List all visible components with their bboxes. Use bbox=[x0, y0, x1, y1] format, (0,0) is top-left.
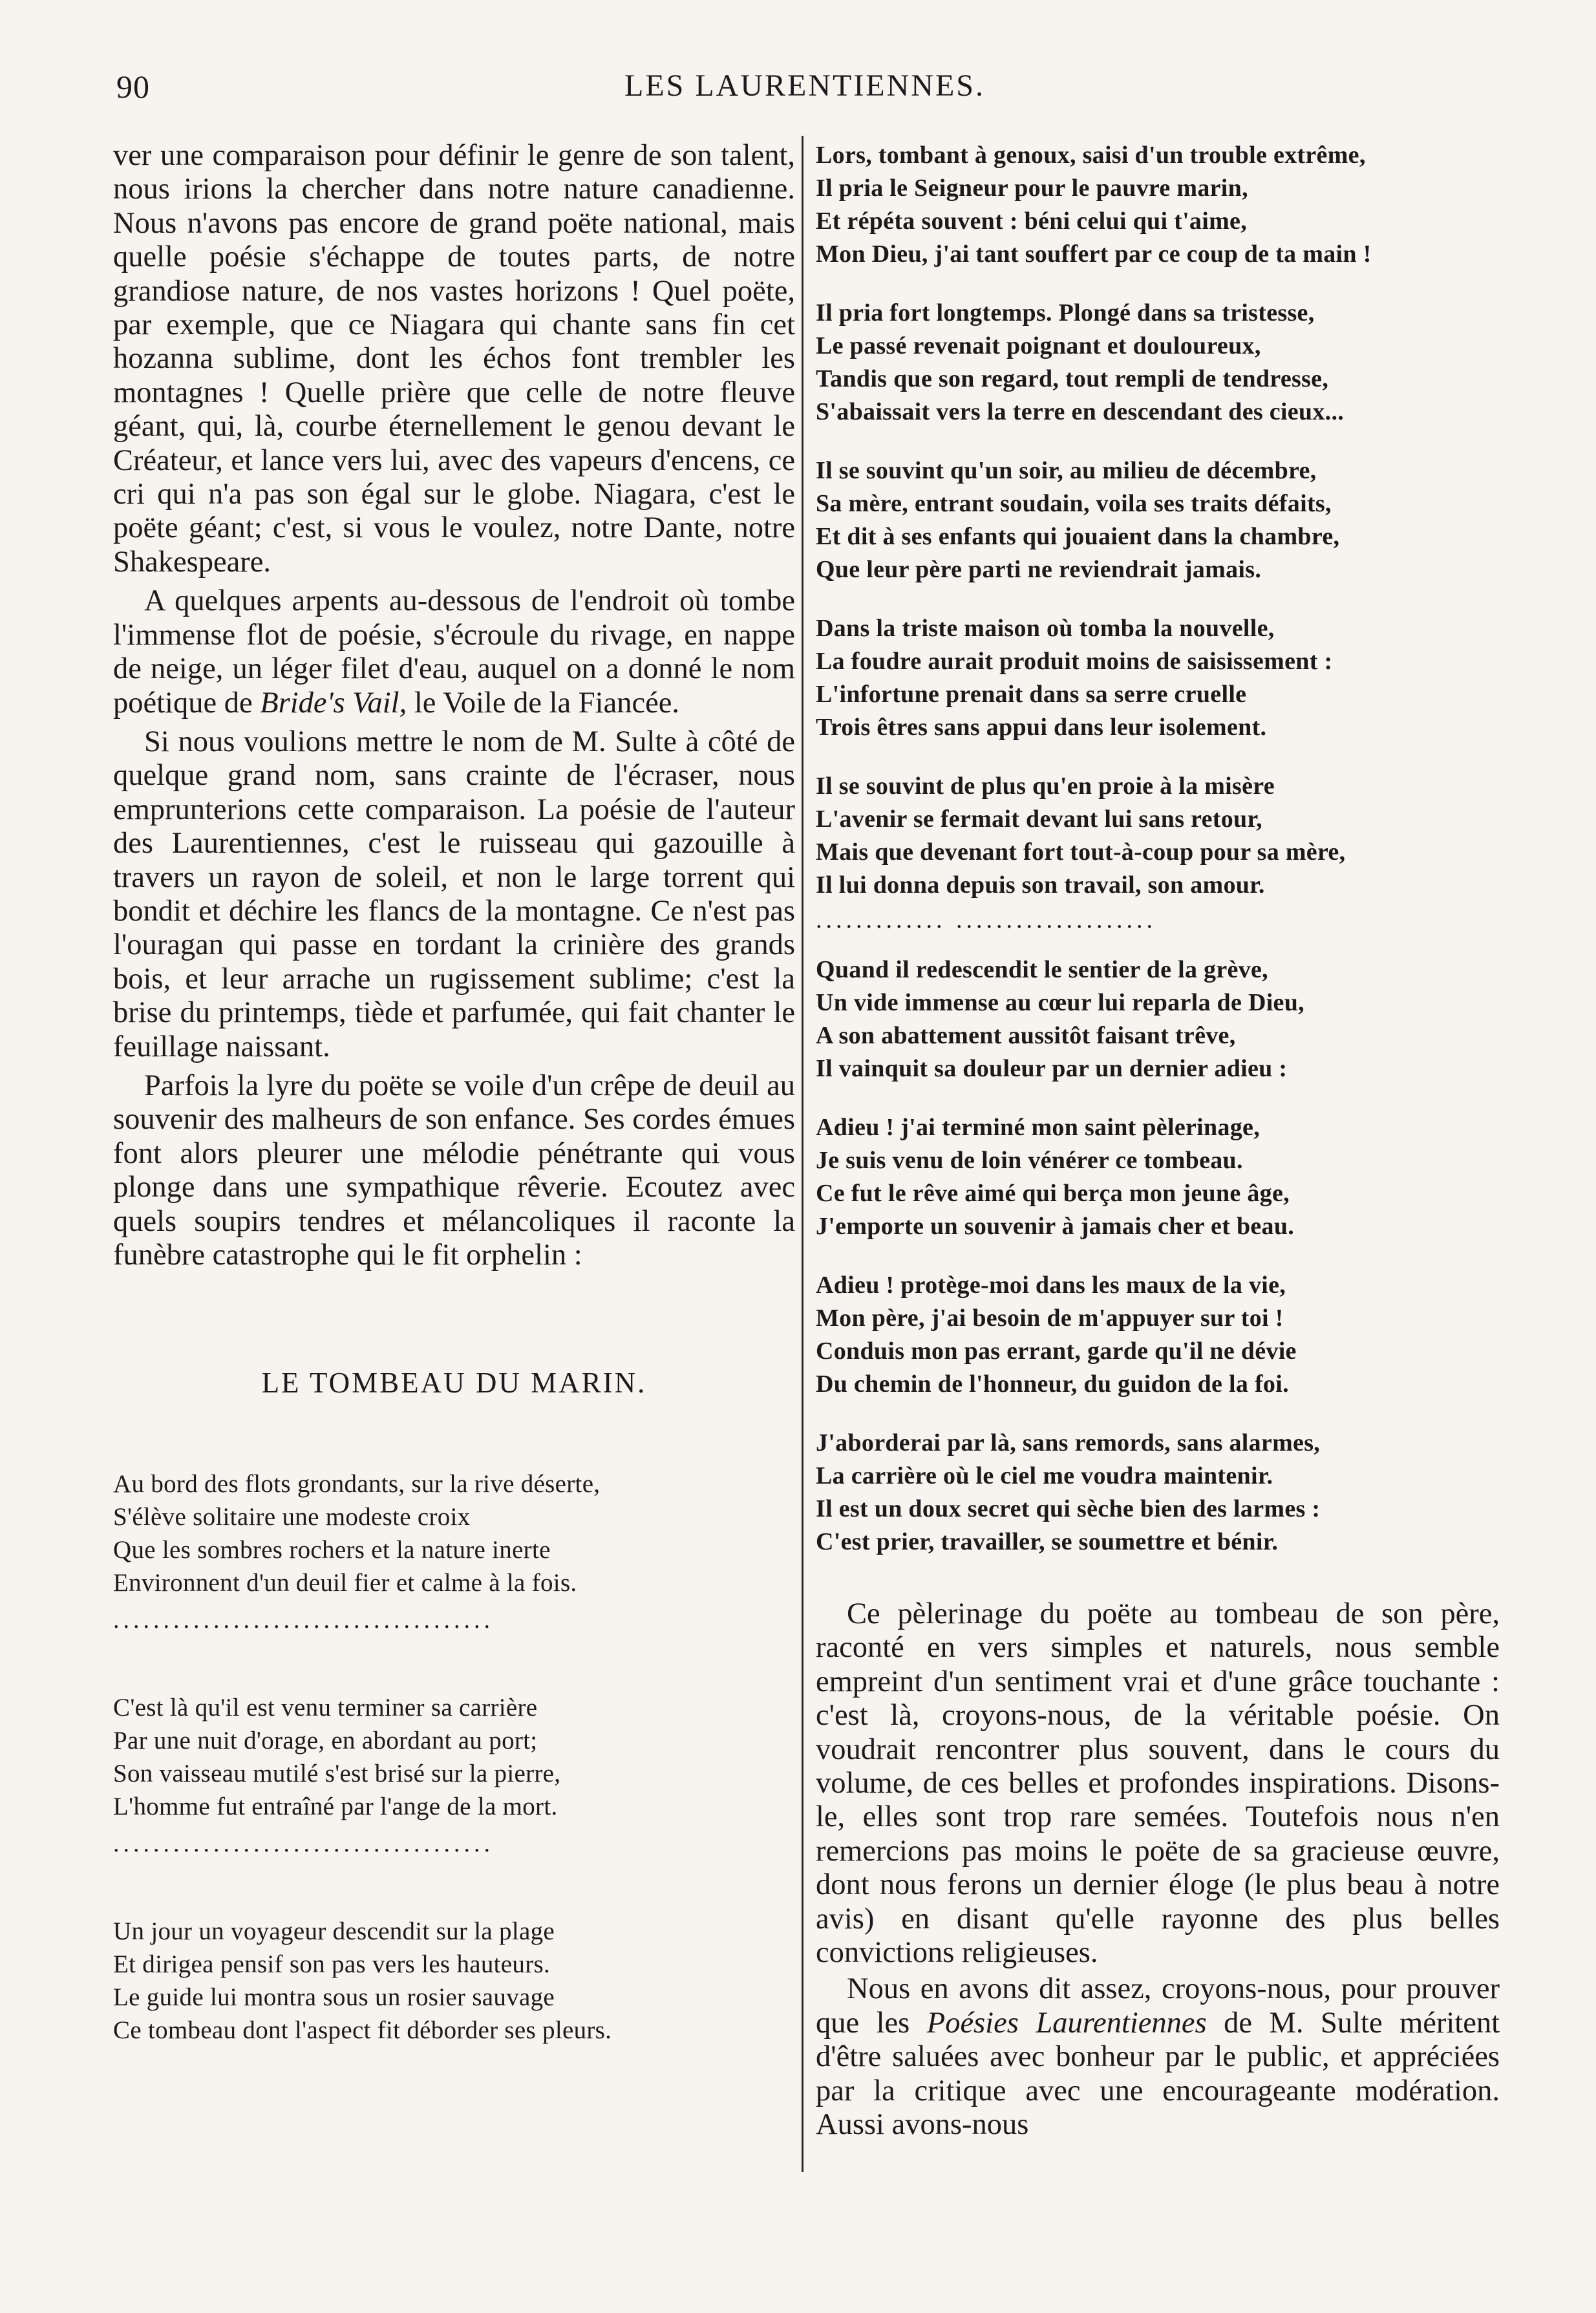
paragraph: Parfois la lyre du poëte se voile d'un crêpe de deuil au souvenir des malheurs de son enfance. Ses cordes émues font alors pleurer une mélodie pénétrante qui vous plonge dans une sympathique rêverie. Ecoutez avec quels soupirs tendres et mélancoliques il raconte la funèbre catastrophe qui le fit orphelin : bbox=[113, 1069, 795, 1272]
verse: Son vaisseau mutilé s'est brisé sur la pierre, bbox=[113, 1760, 561, 1788]
verse: La carrière où le ciel me voudra maintenir. bbox=[816, 1462, 1273, 1489]
stanza bbox=[816, 1111, 1500, 1243]
verse: J'emporte un souvenir à jamais cher et beau. bbox=[816, 1213, 1295, 1240]
verse: Il lui donna depuis son travail, son amour. bbox=[816, 871, 1265, 899]
paragraph: A quelques arpents au-dessous de l'endroit où tombe l'immense flot de poésie, s'écroule du rivage, en nappe de neige, un léger filet d'eau, auquel on a donné le nom poétique de Bride's Vail, le Voile de la Fiancée. bbox=[113, 584, 795, 719]
verse: Que les sombres rochers et la nature inerte bbox=[113, 1536, 551, 1564]
verse: S'élève solitaire une modeste croix bbox=[113, 1503, 471, 1531]
verse: Et répéta souvent : béni celui qui t'aime, bbox=[816, 208, 1248, 235]
stanza bbox=[816, 954, 1500, 1085]
stanza bbox=[816, 1427, 1500, 1559]
brides-veil-title: Bride's Vail, bbox=[260, 686, 407, 719]
page-number: 90 bbox=[116, 69, 150, 105]
stanza bbox=[816, 454, 1500, 586]
verse: Du chemin de l'honneur, du guidon de la foi. bbox=[816, 1370, 1289, 1398]
verse: Il se souvint qu'un soir, au milieu de décembre, bbox=[816, 457, 1317, 484]
verse: Mon père, j'ai besoin de m'appuyer sur toi ! bbox=[816, 1305, 1284, 1332]
verse: Mon Dieu, j'ai tant souffert par ce coup de ta main ! bbox=[816, 240, 1372, 268]
page-header bbox=[116, 68, 1493, 120]
verse: Au bord des flots grondants, sur la rive déserte, bbox=[113, 1470, 601, 1498]
verse: Par une nuit d'orage, en abordant au port; bbox=[113, 1727, 538, 1755]
verse: Environnent d'un deuil fier et calme à la fois. bbox=[113, 1569, 577, 1597]
verse: Le guide lui montra sous un rosier sauvage bbox=[113, 1983, 555, 2012]
verse: Ce fut le rêve aimé qui berça mon jeune âge, bbox=[816, 1180, 1290, 1207]
book-title: Poésies Laurentiennes bbox=[926, 2006, 1207, 2040]
verse: C'est là qu'il est venu terminer sa carrière bbox=[113, 1694, 538, 1722]
stanza bbox=[113, 1915, 795, 2047]
verse: Il est un doux secret qui sèche bien des larmes : bbox=[816, 1495, 1321, 1522]
stanza bbox=[816, 139, 1500, 271]
stanza bbox=[113, 1467, 795, 1599]
closing-prose bbox=[816, 1597, 1500, 2142]
verse: L'homme fut entraîné par l'ange de la mort. bbox=[113, 1793, 558, 1821]
dotted-separator: ............. .................... bbox=[816, 907, 1156, 933]
verse: Tandis que son regard, tout rempli de tendresse, bbox=[816, 365, 1329, 392]
verse: Il se souvint de plus qu'en proie à la misère bbox=[816, 773, 1275, 800]
left-column bbox=[113, 139, 795, 2047]
stanza bbox=[113, 1691, 795, 1823]
verse: J'aborderai par là, sans remords, sans alarmes, bbox=[816, 1429, 1321, 1456]
verse: Adieu ! j'ai terminé mon saint pèlerinage, bbox=[816, 1114, 1261, 1141]
paragraph: Ce pèlerinage du poëte au tombeau de son père, raconté en vers simples et naturels, nous semble empreint d'un sentiment vrai et d'une grâce touchante : c'est là, croyons-nous, de la véritable poésie. On voudrait rencontrer plus souvent, dans le cours du volume, de ces belles et profondes inspirations. Disons-le, elles sont trop rare semées. Toutefois nous n'en remercions pas moins le poëte de sa gracieuse œuvre, dont nous ferons un dernier éloge (le plus beau à notre avis) en disant qu'elle rayonne des plus belles convictions religieuses. bbox=[816, 1597, 1500, 1970]
verse: Dans la triste maison où tomba la nouvelle, bbox=[816, 615, 1275, 642]
verse: La foudre aurait produit moins de saisissement : bbox=[816, 648, 1333, 675]
stanza bbox=[816, 297, 1500, 429]
paragraph: Si nous voulions mettre le nom de M. Sulte à côté de quelque grand nom, sans crainte de l'écraser, nous emprunterions cette comparaison. La poésie de l'auteur des Laurentiennes, c'est le ruisseau qui gazouille à travers un rayon de soleil, et non le large torrent qui bondit et déchire les flancs de la montagne. Ce n'est pas l'ouragan qui passe en tordant la crinière des grands bois, et leur arrache un rugissement sublime; c'est la brise du printemps, tiède et parfumée, qui fait chanter le feuillage naissant. bbox=[113, 725, 795, 1063]
verse: Que leur père parti ne reviendrait jamais. bbox=[816, 556, 1262, 583]
paragraph: Nous en avons dit assez, croyons-nous, pour prouver que les Poésies Laurentiennes de M. Sulte méritent d'être saluées avec bonheur par le public, et appréciées par la critique avec une encourageante modération. Aussi avons-nous bbox=[816, 1972, 1500, 2142]
verse: Et dirigea pensif son pas vers les hauteurs. bbox=[113, 1950, 551, 1979]
dotted-separator: ...................................... bbox=[113, 1607, 494, 1634]
stanza bbox=[816, 612, 1500, 744]
verse: Ce tombeau dont l'aspect fit déborder ses pleurs. bbox=[113, 2016, 612, 2045]
stanza bbox=[816, 770, 1500, 902]
running-title: LES LAURENTIENNES. bbox=[624, 69, 985, 103]
poem-title: LE TOMBEAU DU MARIN. bbox=[261, 1367, 647, 1400]
verse: Quand il redescendit le sentier de la grève, bbox=[816, 956, 1268, 983]
verse: Je suis venu de loin vénérer ce tombeau. bbox=[816, 1147, 1243, 1174]
right-column bbox=[816, 139, 1500, 2142]
verse: Trois êtres sans appui dans leur isolement. bbox=[816, 714, 1267, 741]
verse: Sa mère, entrant soudain, voila ses traits défaits, bbox=[816, 490, 1332, 517]
verse: Conduis mon pas errant, garde qu'il ne dévie bbox=[816, 1338, 1297, 1365]
verse: Un jour un voyageur descendit sur la plage bbox=[113, 1917, 555, 1946]
verse: Il pria fort longtemps. Plongé dans sa tristesse, bbox=[816, 299, 1315, 326]
verse: C'est prier, travailler, se soumettre et bénir. bbox=[816, 1528, 1279, 1555]
paragraph: ver une comparaison pour définir le genre de son talent, nous irions la chercher dans notre nature canadienne. Nous n'avons pas encore de grand poëte national, mais quelle poésie s'échappe de toutes parts, de notre grandiose nature, de nos vastes horizons ! Quel poëte, par exemple, que ce Niagara qui chante sans fin cet hozanna sublime, dont les échos font trembler les montagnes ! Quelle prière que celle de notre fleuve géant, qui, là, courbe éternellement le genou devant le Créateur, et lance vers lui, avec des vapeurs d'encens, ce cri qui n'a pas son égal sur le globe. Niagara, c'est le poëte géant; c'est, si vous le voulez, notre Dante, notre Shakespeare. bbox=[113, 139, 795, 579]
verse: Il pria le Seigneur pour le pauvre marin, bbox=[816, 175, 1248, 202]
verse: A son abattement aussitôt faisant trêve, bbox=[816, 1022, 1236, 1049]
verse: Adieu ! protège-moi dans les maux de la vie, bbox=[816, 1272, 1286, 1299]
verse: S'abaissait vers la terre en descendant des cieux... bbox=[816, 398, 1345, 425]
column-divider bbox=[802, 136, 803, 2172]
verse: Mais que devenant fort tout-à-coup pour sa mère, bbox=[816, 838, 1346, 866]
verse: Il vainquit sa douleur par un dernier adieu : bbox=[816, 1055, 1288, 1082]
verse: Lors, tombant à genoux, saisi d'un trouble extrême, bbox=[816, 142, 1366, 169]
verse: L'avenir se fermait devant lui sans retour, bbox=[816, 805, 1262, 833]
verse: Et dit à ses enfants qui jouaient dans la chambre, bbox=[816, 523, 1340, 550]
verse: Un vide immense au cœur lui reparla de Dieu, bbox=[816, 989, 1304, 1016]
stanza bbox=[816, 1269, 1500, 1401]
verse: Le passé revenait poignant et douloureux, bbox=[816, 332, 1261, 359]
verse: L'infortune prenait dans sa serre cruelle bbox=[816, 681, 1247, 708]
dotted-separator: ...................................... bbox=[113, 1831, 494, 1857]
